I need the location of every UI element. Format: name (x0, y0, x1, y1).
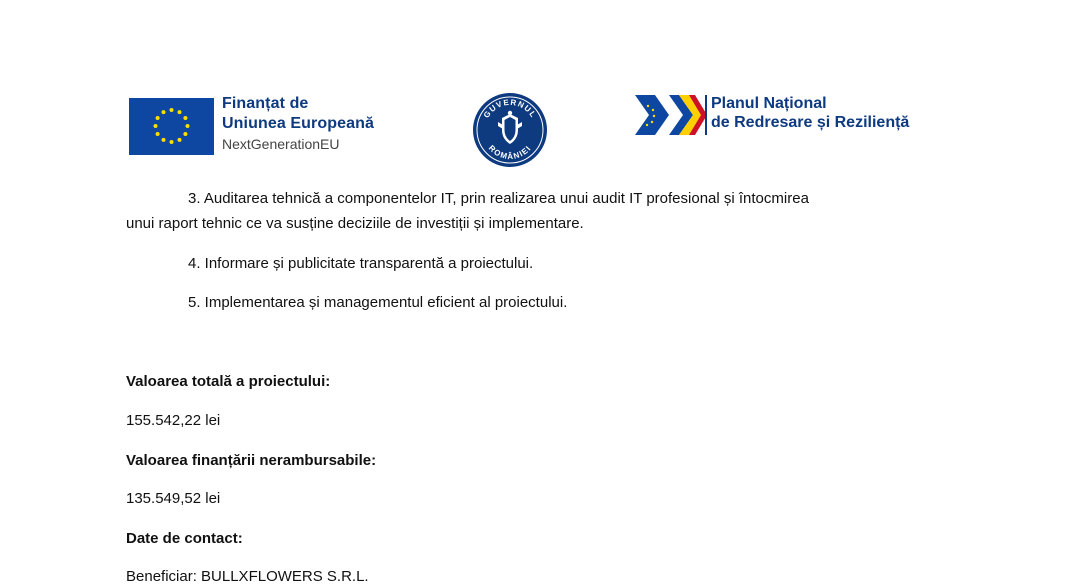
seal-text-top: GUVERNUL (481, 97, 539, 120)
pnrr-logo-mark (635, 95, 707, 135)
seal-text-bottom: ROMÂNIEI (486, 143, 534, 162)
eu-line-1: Finanțat de (222, 95, 309, 112)
item-3-line-2: unui raport tehnic ce va susține deciziile de investiții și implementare. (126, 215, 584, 232)
beneficiary: Beneficiar: BULLXFLOWERS S.R.L. (126, 568, 369, 585)
eu-funding-text (222, 96, 374, 151)
total-value: 155.542,22 lei (126, 412, 221, 429)
total-value-label: Valoarea totală a proiectului: (126, 373, 331, 390)
pnrr-line-1: Planul Național (711, 95, 827, 112)
item-3-line-1: 3. Auditarea tehnică a componentelor IT, prin realizarea unui audit IT profesional și întocmirea (188, 190, 809, 207)
eu-line-2: Uniunea Europeană (222, 115, 374, 132)
contact-label: Date de contact: (126, 530, 243, 547)
pnrr-line-2: de Redresare și Reziliență (711, 114, 910, 131)
item-5: 5. Implementarea și managementul eficient al proiectului. (188, 294, 568, 311)
grant-value-label: Valoarea finanțării nerambursabile: (126, 452, 377, 469)
eu-line-3: NextGenerationEU (222, 136, 340, 152)
eu-flag-logo (129, 98, 214, 155)
government-seal-logo (472, 92, 548, 168)
pnrr-text (711, 96, 909, 131)
item-4: 4. Informare și publicitate transparentă a proiectului. (188, 255, 534, 272)
grant-value: 135.549,52 lei (126, 490, 221, 507)
